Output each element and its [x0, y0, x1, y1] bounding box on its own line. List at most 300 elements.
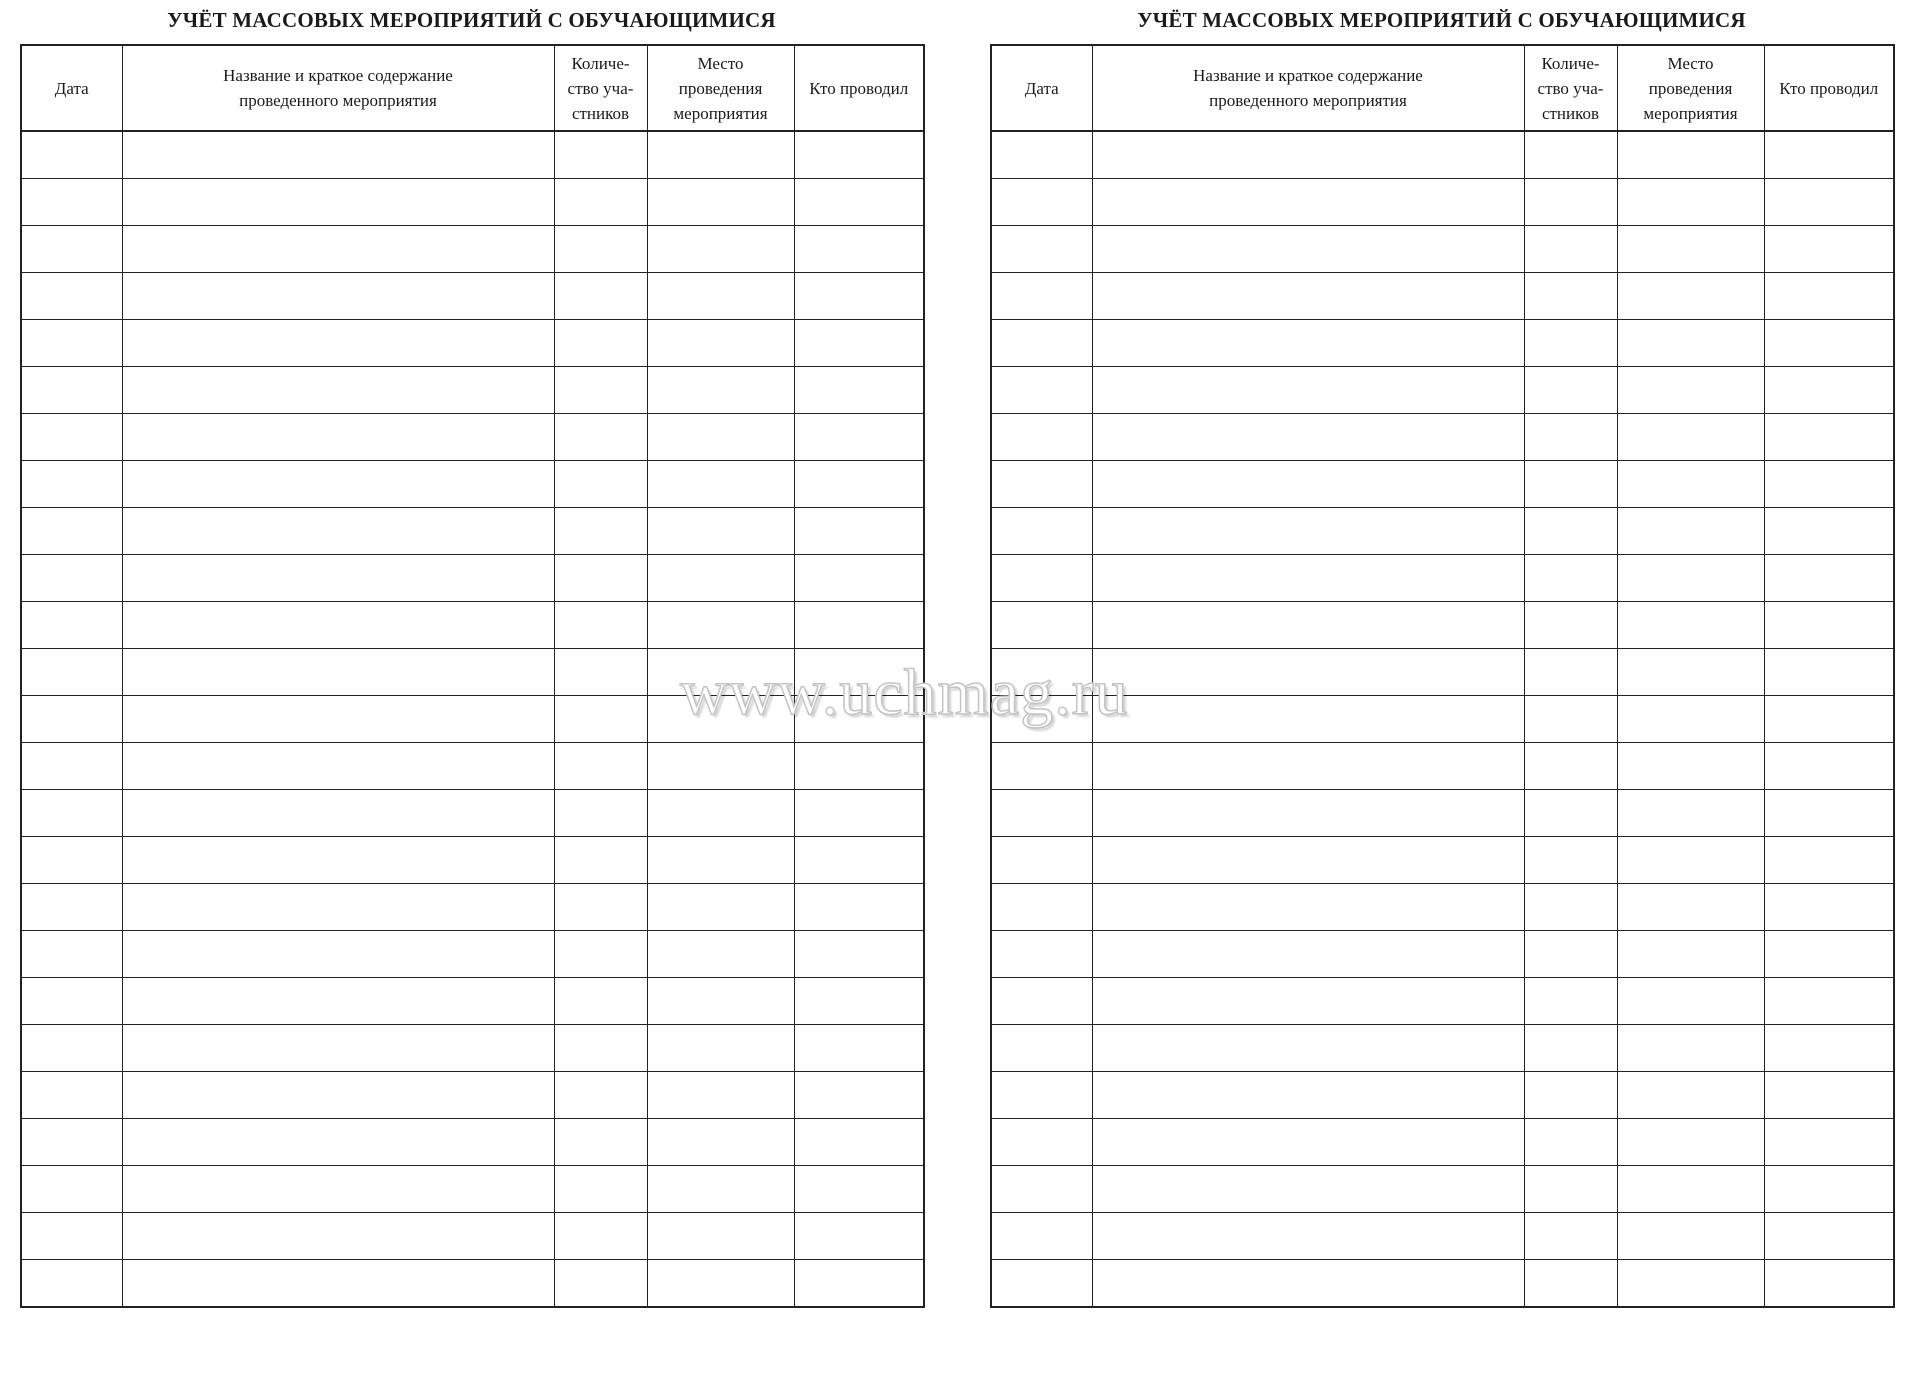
event-name-cell	[1092, 367, 1524, 414]
date-cell	[21, 931, 122, 978]
place-cell	[1617, 649, 1764, 696]
place-cell	[647, 1119, 794, 1166]
table-row	[21, 320, 924, 367]
event-name-cell	[1092, 649, 1524, 696]
table-row	[991, 1025, 1894, 1072]
event-name-cell	[122, 790, 554, 837]
participants-count-cell	[1524, 649, 1617, 696]
table-row	[21, 931, 924, 978]
participants-count-cell	[1524, 978, 1617, 1025]
host-cell	[794, 1025, 924, 1072]
page-title: УЧЁТ МАССОВЫХ МЕРОПРИЯТИЙ С ОБУЧАЮЩИМИСЯ	[1137, 8, 1746, 32]
participants-count-cell	[1524, 884, 1617, 931]
table-body	[991, 131, 1894, 1307]
date-cell	[21, 837, 122, 884]
table-row	[991, 1260, 1894, 1308]
event-name-cell	[122, 414, 554, 461]
host-cell	[794, 743, 924, 790]
table-row	[21, 790, 924, 837]
place-cell	[647, 179, 794, 226]
date-cell	[991, 602, 1092, 649]
event-name-cell	[122, 1025, 554, 1072]
participants-count-cell	[554, 884, 647, 931]
participants-count-cell	[1524, 1166, 1617, 1213]
date-cell	[991, 273, 1092, 320]
place-cell	[1617, 1119, 1764, 1166]
place-cell	[647, 884, 794, 931]
table-row	[991, 978, 1894, 1025]
table-row	[991, 743, 1894, 790]
event-name-cell	[1092, 931, 1524, 978]
event-name-cell	[122, 131, 554, 179]
date-cell	[21, 696, 122, 743]
host-cell	[1764, 884, 1894, 931]
table-row	[991, 367, 1894, 414]
event-name-cell	[122, 884, 554, 931]
table-row	[21, 508, 924, 555]
place-cell	[647, 508, 794, 555]
date-cell	[991, 320, 1092, 367]
date-cell	[21, 508, 122, 555]
participants-count-cell	[554, 1025, 647, 1072]
date-cell	[21, 978, 122, 1025]
event-name-cell	[1092, 743, 1524, 790]
table-row	[21, 179, 924, 226]
participants-count-cell	[1524, 273, 1617, 320]
host-cell	[1764, 1025, 1894, 1072]
table-row	[21, 1072, 924, 1119]
table-row	[21, 602, 924, 649]
event-name-cell	[122, 649, 554, 696]
event-name-cell	[1092, 414, 1524, 461]
place-cell	[1617, 743, 1764, 790]
place-cell	[1617, 884, 1764, 931]
table-row	[21, 649, 924, 696]
date-cell	[991, 743, 1092, 790]
event-name-cell	[122, 931, 554, 978]
date-cell	[991, 179, 1092, 226]
table-row	[991, 837, 1894, 884]
host-cell	[794, 1166, 924, 1213]
place-cell	[1617, 414, 1764, 461]
date-cell	[991, 978, 1092, 1025]
date-cell	[991, 555, 1092, 602]
participants-count-cell	[1524, 1119, 1617, 1166]
host-cell	[794, 1072, 924, 1119]
event-name-cell	[122, 1260, 554, 1308]
event-name-cell	[122, 555, 554, 602]
table-row	[991, 461, 1894, 508]
table-row	[21, 367, 924, 414]
table-row	[21, 414, 924, 461]
participants-count-cell	[1524, 320, 1617, 367]
participants-count-cell	[1524, 179, 1617, 226]
date-cell	[21, 273, 122, 320]
participants-count-cell	[1524, 1072, 1617, 1119]
participants-count-cell	[554, 743, 647, 790]
host-cell	[794, 931, 924, 978]
table-row	[21, 1166, 924, 1213]
event-name-cell	[122, 320, 554, 367]
place-cell	[1617, 179, 1764, 226]
date-cell	[991, 461, 1092, 508]
place-cell	[647, 273, 794, 320]
host-cell	[794, 884, 924, 931]
table-row	[21, 461, 924, 508]
date-cell	[21, 461, 122, 508]
host-cell	[794, 131, 924, 179]
date-cell	[991, 1166, 1092, 1213]
participants-count-cell	[554, 649, 647, 696]
place-cell	[1617, 1260, 1764, 1308]
table-row	[21, 1025, 924, 1072]
date-cell	[21, 1025, 122, 1072]
event-name-cell	[122, 837, 554, 884]
date-cell	[21, 320, 122, 367]
host-cell	[794, 837, 924, 884]
event-name-cell	[1092, 1260, 1524, 1308]
event-name-cell	[122, 273, 554, 320]
events-log-table	[20, 44, 925, 1308]
table-row	[991, 131, 1894, 179]
place-cell	[647, 790, 794, 837]
event-name-cell	[1092, 1166, 1524, 1213]
table-row	[21, 1213, 924, 1260]
event-name-cell	[122, 743, 554, 790]
participants-count-cell	[554, 226, 647, 273]
table-row	[991, 273, 1894, 320]
place-cell	[1617, 555, 1764, 602]
host-cell	[1764, 978, 1894, 1025]
event-name-cell	[1092, 790, 1524, 837]
event-name-cell	[1092, 602, 1524, 649]
host-cell	[794, 1119, 924, 1166]
host-cell	[1764, 226, 1894, 273]
date-cell	[21, 790, 122, 837]
host-cell	[1764, 743, 1894, 790]
date-cell	[991, 508, 1092, 555]
right-page	[990, 0, 1893, 1308]
table-row	[991, 931, 1894, 978]
participants-count-cell	[1524, 931, 1617, 978]
table-row	[991, 602, 1894, 649]
column-header-host: Кто проводил	[794, 45, 924, 131]
table-row	[991, 1166, 1894, 1213]
event-name-cell	[122, 508, 554, 555]
date-cell	[21, 1166, 122, 1213]
participants-count-cell	[554, 696, 647, 743]
participants-count-cell	[554, 978, 647, 1025]
host-cell	[1764, 649, 1894, 696]
host-cell	[794, 461, 924, 508]
table-row	[991, 508, 1894, 555]
date-cell	[21, 884, 122, 931]
participants-count-cell	[554, 1072, 647, 1119]
date-cell	[991, 837, 1092, 884]
table-row	[991, 226, 1894, 273]
event-name-cell	[122, 179, 554, 226]
place-cell	[1617, 602, 1764, 649]
event-name-cell	[1092, 555, 1524, 602]
table-row	[21, 743, 924, 790]
host-cell	[794, 649, 924, 696]
place-cell	[1617, 273, 1764, 320]
host-cell	[794, 273, 924, 320]
host-cell	[794, 978, 924, 1025]
event-name-cell	[1092, 226, 1524, 273]
place-cell	[1617, 931, 1764, 978]
table-header-row	[991, 45, 1894, 131]
host-cell	[1764, 1119, 1894, 1166]
event-name-cell	[1092, 461, 1524, 508]
participants-count-cell	[554, 1119, 647, 1166]
table-row	[991, 555, 1894, 602]
date-cell	[21, 179, 122, 226]
participants-count-cell	[554, 1260, 647, 1308]
watermark: www.uchmag.ru	[680, 656, 1129, 729]
participants-count-cell	[1524, 602, 1617, 649]
host-cell	[794, 602, 924, 649]
participants-count-cell	[1524, 367, 1617, 414]
participants-count-cell	[1524, 131, 1617, 179]
event-name-cell	[122, 602, 554, 649]
place-cell	[1617, 367, 1764, 414]
host-cell	[794, 555, 924, 602]
place-cell	[1617, 226, 1764, 273]
date-cell	[991, 696, 1092, 743]
event-name-cell	[122, 1072, 554, 1119]
place-cell	[1617, 1025, 1764, 1072]
place-cell	[647, 1166, 794, 1213]
table-row	[991, 649, 1894, 696]
date-cell	[21, 649, 122, 696]
date-cell	[21, 226, 122, 273]
event-name-cell	[1092, 696, 1524, 743]
event-name-cell	[122, 1166, 554, 1213]
participants-count-cell	[554, 414, 647, 461]
participants-count-cell	[1524, 790, 1617, 837]
participants-count-cell	[554, 508, 647, 555]
host-cell	[1764, 320, 1894, 367]
column-header-place: Место проведения мероприятия	[1617, 45, 1764, 131]
event-name-cell	[1092, 508, 1524, 555]
participants-count-cell	[554, 1213, 647, 1260]
host-cell	[1764, 414, 1894, 461]
place-cell	[1617, 837, 1764, 884]
place-cell	[647, 1072, 794, 1119]
column-header-date: Дата	[991, 45, 1092, 131]
host-cell	[794, 179, 924, 226]
events-log-table	[990, 44, 1895, 1308]
date-cell	[991, 649, 1092, 696]
host-cell	[794, 1213, 924, 1260]
column-header-event-name: Название и краткое содержание проведенного мероприятия	[122, 45, 554, 131]
event-name-cell	[122, 978, 554, 1025]
date-cell	[21, 1072, 122, 1119]
participants-count-cell	[1524, 1025, 1617, 1072]
place-cell	[647, 1260, 794, 1308]
place-cell	[1617, 696, 1764, 743]
participants-count-cell	[554, 602, 647, 649]
place-cell	[647, 931, 794, 978]
table-body	[21, 131, 924, 1307]
date-cell	[991, 1260, 1092, 1308]
place-cell	[647, 226, 794, 273]
date-cell	[991, 131, 1092, 179]
place-cell	[1617, 978, 1764, 1025]
participants-count-cell	[1524, 414, 1617, 461]
event-name-cell	[122, 367, 554, 414]
place-cell	[1617, 1072, 1764, 1119]
table-row	[991, 1072, 1894, 1119]
left-page	[20, 0, 923, 1308]
table-row	[991, 884, 1894, 931]
place-cell	[1617, 790, 1764, 837]
participants-count-cell	[1524, 1213, 1617, 1260]
column-header-host: Кто проводил	[1764, 45, 1894, 131]
host-cell	[794, 790, 924, 837]
participants-count-cell	[1524, 555, 1617, 602]
event-name-cell	[1092, 884, 1524, 931]
date-cell	[21, 1119, 122, 1166]
table-row	[21, 696, 924, 743]
host-cell	[794, 320, 924, 367]
host-cell	[1764, 790, 1894, 837]
host-cell	[1764, 555, 1894, 602]
table-row	[21, 1260, 924, 1308]
table-row	[991, 179, 1894, 226]
event-name-cell	[122, 1119, 554, 1166]
place-cell	[647, 1213, 794, 1260]
table-header-row	[21, 45, 924, 131]
host-cell	[794, 1260, 924, 1308]
host-cell	[1764, 508, 1894, 555]
column-header-participants-count: Количе- ство уча- стников	[1524, 45, 1617, 131]
date-cell	[21, 602, 122, 649]
place-cell	[1617, 1166, 1764, 1213]
date-cell	[991, 226, 1092, 273]
place-cell	[647, 367, 794, 414]
date-cell	[991, 931, 1092, 978]
table-row	[991, 696, 1894, 743]
date-cell	[991, 1119, 1092, 1166]
event-name-cell	[122, 696, 554, 743]
event-name-cell	[1092, 978, 1524, 1025]
date-cell	[21, 555, 122, 602]
host-cell	[1764, 931, 1894, 978]
table-row	[21, 555, 924, 602]
host-cell	[1764, 1072, 1894, 1119]
participants-count-cell	[1524, 1260, 1617, 1308]
table-row	[21, 884, 924, 931]
place-cell	[647, 320, 794, 367]
host-cell	[794, 367, 924, 414]
table-row	[991, 414, 1894, 461]
host-cell	[1764, 696, 1894, 743]
event-name-cell	[1092, 273, 1524, 320]
place-cell	[647, 461, 794, 508]
place-cell	[647, 743, 794, 790]
date-cell	[21, 131, 122, 179]
table-row	[21, 837, 924, 884]
column-header-place: Место проведения мероприятия	[647, 45, 794, 131]
host-cell	[1764, 367, 1894, 414]
participants-count-cell	[554, 461, 647, 508]
page-title: УЧЁТ МАССОВЫХ МЕРОПРИЯТИЙ С ОБУЧАЮЩИМИСЯ	[167, 8, 776, 32]
host-cell	[1764, 1260, 1894, 1308]
participants-count-cell	[554, 131, 647, 179]
event-name-cell	[122, 226, 554, 273]
event-name-cell	[1092, 837, 1524, 884]
host-cell	[1764, 131, 1894, 179]
place-cell	[1617, 461, 1764, 508]
place-cell	[1617, 131, 1764, 179]
table-row	[991, 790, 1894, 837]
host-cell	[794, 414, 924, 461]
event-name-cell	[122, 461, 554, 508]
participants-count-cell	[554, 1166, 647, 1213]
participants-count-cell	[1524, 461, 1617, 508]
host-cell	[794, 696, 924, 743]
table-row	[991, 320, 1894, 367]
date-cell	[21, 743, 122, 790]
event-name-cell	[1092, 320, 1524, 367]
participants-count-cell	[554, 837, 647, 884]
date-cell	[21, 1213, 122, 1260]
column-header-participants-count: Количе- ство уча- стников	[554, 45, 647, 131]
host-cell	[1764, 602, 1894, 649]
participants-count-cell	[1524, 837, 1617, 884]
date-cell	[21, 367, 122, 414]
participants-count-cell	[554, 179, 647, 226]
participants-count-cell	[1524, 696, 1617, 743]
event-name-cell	[1092, 131, 1524, 179]
place-cell	[1617, 508, 1764, 555]
date-cell	[991, 1072, 1092, 1119]
place-cell	[647, 414, 794, 461]
column-header-date: Дата	[21, 45, 122, 131]
place-cell	[647, 131, 794, 179]
table-row	[991, 1213, 1894, 1260]
place-cell	[647, 555, 794, 602]
event-name-cell	[1092, 1025, 1524, 1072]
participants-count-cell	[1524, 226, 1617, 273]
date-cell	[21, 414, 122, 461]
table-row	[21, 978, 924, 1025]
event-name-cell	[1092, 1072, 1524, 1119]
date-cell	[991, 367, 1092, 414]
table-row	[21, 273, 924, 320]
host-cell	[1764, 1213, 1894, 1260]
host-cell	[794, 508, 924, 555]
table-row	[991, 1119, 1894, 1166]
participants-count-cell	[554, 555, 647, 602]
host-cell	[1764, 179, 1894, 226]
place-cell	[647, 837, 794, 884]
date-cell	[991, 884, 1092, 931]
participants-count-cell	[1524, 743, 1617, 790]
participants-count-cell	[1524, 508, 1617, 555]
host-cell	[1764, 273, 1894, 320]
place-cell	[647, 978, 794, 1025]
participants-count-cell	[554, 273, 647, 320]
event-name-cell	[1092, 1119, 1524, 1166]
host-cell	[1764, 1166, 1894, 1213]
participants-count-cell	[554, 367, 647, 414]
place-cell	[647, 1025, 794, 1072]
place-cell	[647, 696, 794, 743]
participants-count-cell	[554, 790, 647, 837]
